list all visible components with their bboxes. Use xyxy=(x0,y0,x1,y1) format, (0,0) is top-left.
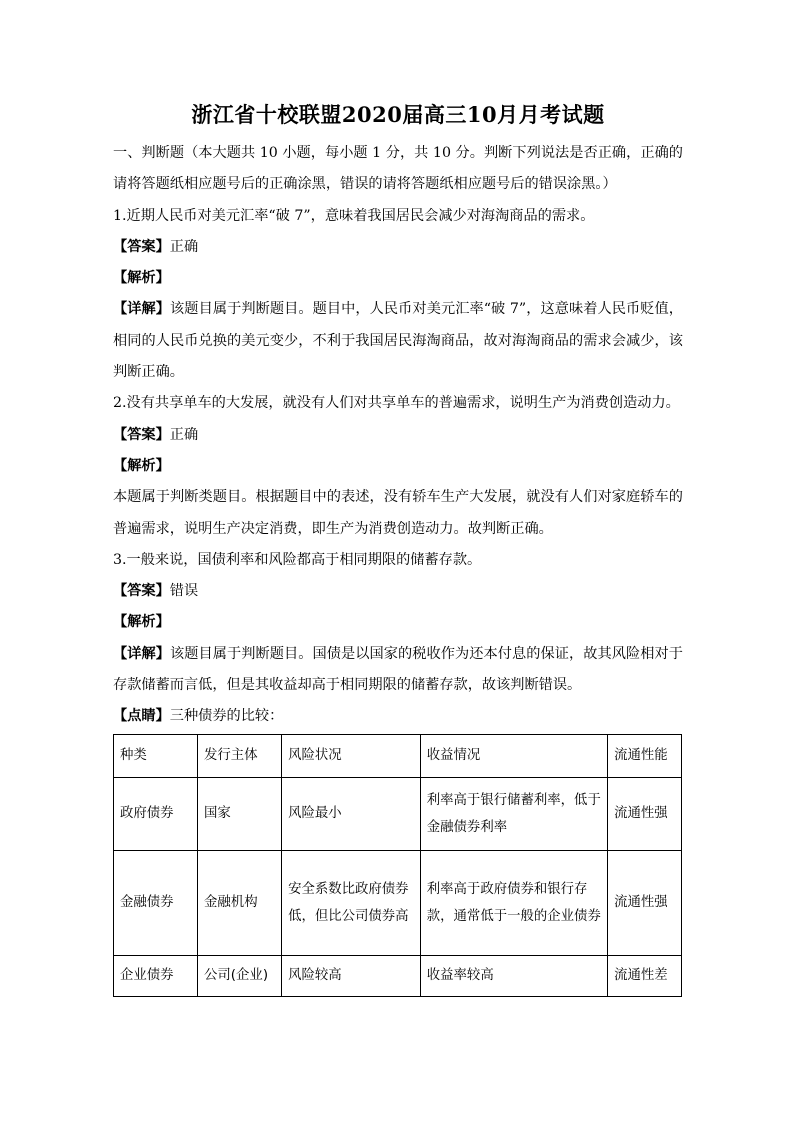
table-cell: 流通性强 xyxy=(608,777,682,850)
question-3-answer xyxy=(113,576,683,607)
table-cell: 金融债券 xyxy=(114,850,198,955)
bond-comparison-table xyxy=(113,734,682,997)
table-cell: 流通性差 xyxy=(608,955,682,996)
tip-text: 三种债券的比较： xyxy=(169,708,284,725)
question-3-tip xyxy=(113,701,683,732)
detail-tag: 【详解】 xyxy=(113,301,171,318)
question-1-answer xyxy=(113,232,683,263)
table-cell: 风险最小 xyxy=(282,777,421,850)
table-cell: 企业债券 xyxy=(114,955,198,996)
table-row xyxy=(114,777,682,850)
answer-tag: 【答案】 xyxy=(113,583,170,600)
question-3-detail xyxy=(113,639,683,702)
table-cell: 金融机构 xyxy=(198,850,282,955)
table-cell: 国家 xyxy=(198,777,282,850)
table-header-cell: 风险状况 xyxy=(282,734,421,777)
detail-text: 该题目属于判断题目。题目中，人民币对美元汇率“破 7”，这意味着人民币贬值，相同的人民币兑换的美元变少，不利于我国居民海淘商品，故对海淘商品的需求会减少，该判断正确。 xyxy=(113,301,683,381)
question-3-stem: 3.一般来说，国债利率和风险都高于相同期限的储蓄存款。 xyxy=(113,551,482,568)
question-1-detail xyxy=(113,294,683,388)
question-2-answer xyxy=(113,420,683,451)
answer-tag: 【答案】 xyxy=(113,238,170,255)
question-1-stem: 1.近期人民币对美元汇率“破 7”，意味着我国居民会减少对海淘商品的需求。 xyxy=(113,207,595,224)
table-cell: 利率高于银行储蓄利率，低于金融债券利率 xyxy=(420,777,607,850)
answer-value: 正确 xyxy=(169,426,199,443)
table-cell: 安全系数比政府债券低，但比公司债券高 xyxy=(282,850,421,955)
section-heading: 一、判断题（本大题共 10 小题，每小题 1 分，共 10 分。判断下列说法是否正确，正确的请将答题纸相应题号后的正确涂黑，错误的请将答题纸相应题号后的错误涂黑。） xyxy=(113,145,683,193)
table-row xyxy=(114,955,682,996)
table-header-cell: 流通性能 xyxy=(608,734,682,777)
table-cell: 风险较高 xyxy=(282,955,421,996)
answer-value: 正确 xyxy=(169,238,199,255)
question-1-analysis-tag: 【解析】 xyxy=(113,270,170,287)
answer-value: 错误 xyxy=(169,583,199,600)
tip-tag: 【点睛】 xyxy=(113,708,170,725)
table-header-row xyxy=(114,734,682,777)
table-row xyxy=(114,850,682,955)
table-cell: 公司(企业) xyxy=(198,955,282,996)
document-page xyxy=(113,100,683,997)
question-2-detail: 本题属于判断类题目。根据题目中的表述，没有轿车生产大发展，就没有人们对家庭轿车的普遍需求，说明生产决定消费，即生产为消费创造动力。故判断正确。 xyxy=(113,489,683,537)
page-title: 浙江省十校联盟2020届高三10月月考试题 xyxy=(191,102,605,127)
table-cell: 流通性强 xyxy=(608,850,682,955)
question-2-analysis-tag: 【解析】 xyxy=(113,457,170,474)
table-header-cell: 种类 xyxy=(114,734,198,777)
table-cell: 政府债券 xyxy=(114,777,198,850)
table-cell: 收益率较高 xyxy=(420,955,607,996)
question-3-analysis-tag: 【解析】 xyxy=(113,614,170,631)
detail-tag: 【详解】 xyxy=(113,645,171,662)
table-header-cell: 发行主体 xyxy=(198,734,282,777)
table-cell: 利率高于政府债券和银行存款，通常低于一般的企业债券 xyxy=(420,850,607,955)
question-2-stem: 2.没有共享单车的大发展，就没有人们对共享单车的普遍需求，说明生产为消费创造动力。 xyxy=(113,395,680,412)
detail-text: 该题目属于判断题目。国债是以国家的税收作为还本付息的保证，故其风险相对于存款储蓄而言低，但是其收益却高于相同期限的储蓄存款，故该判断错误。 xyxy=(113,645,683,694)
answer-tag: 【答案】 xyxy=(113,426,170,443)
table-header-cell: 收益情况 xyxy=(420,734,607,777)
